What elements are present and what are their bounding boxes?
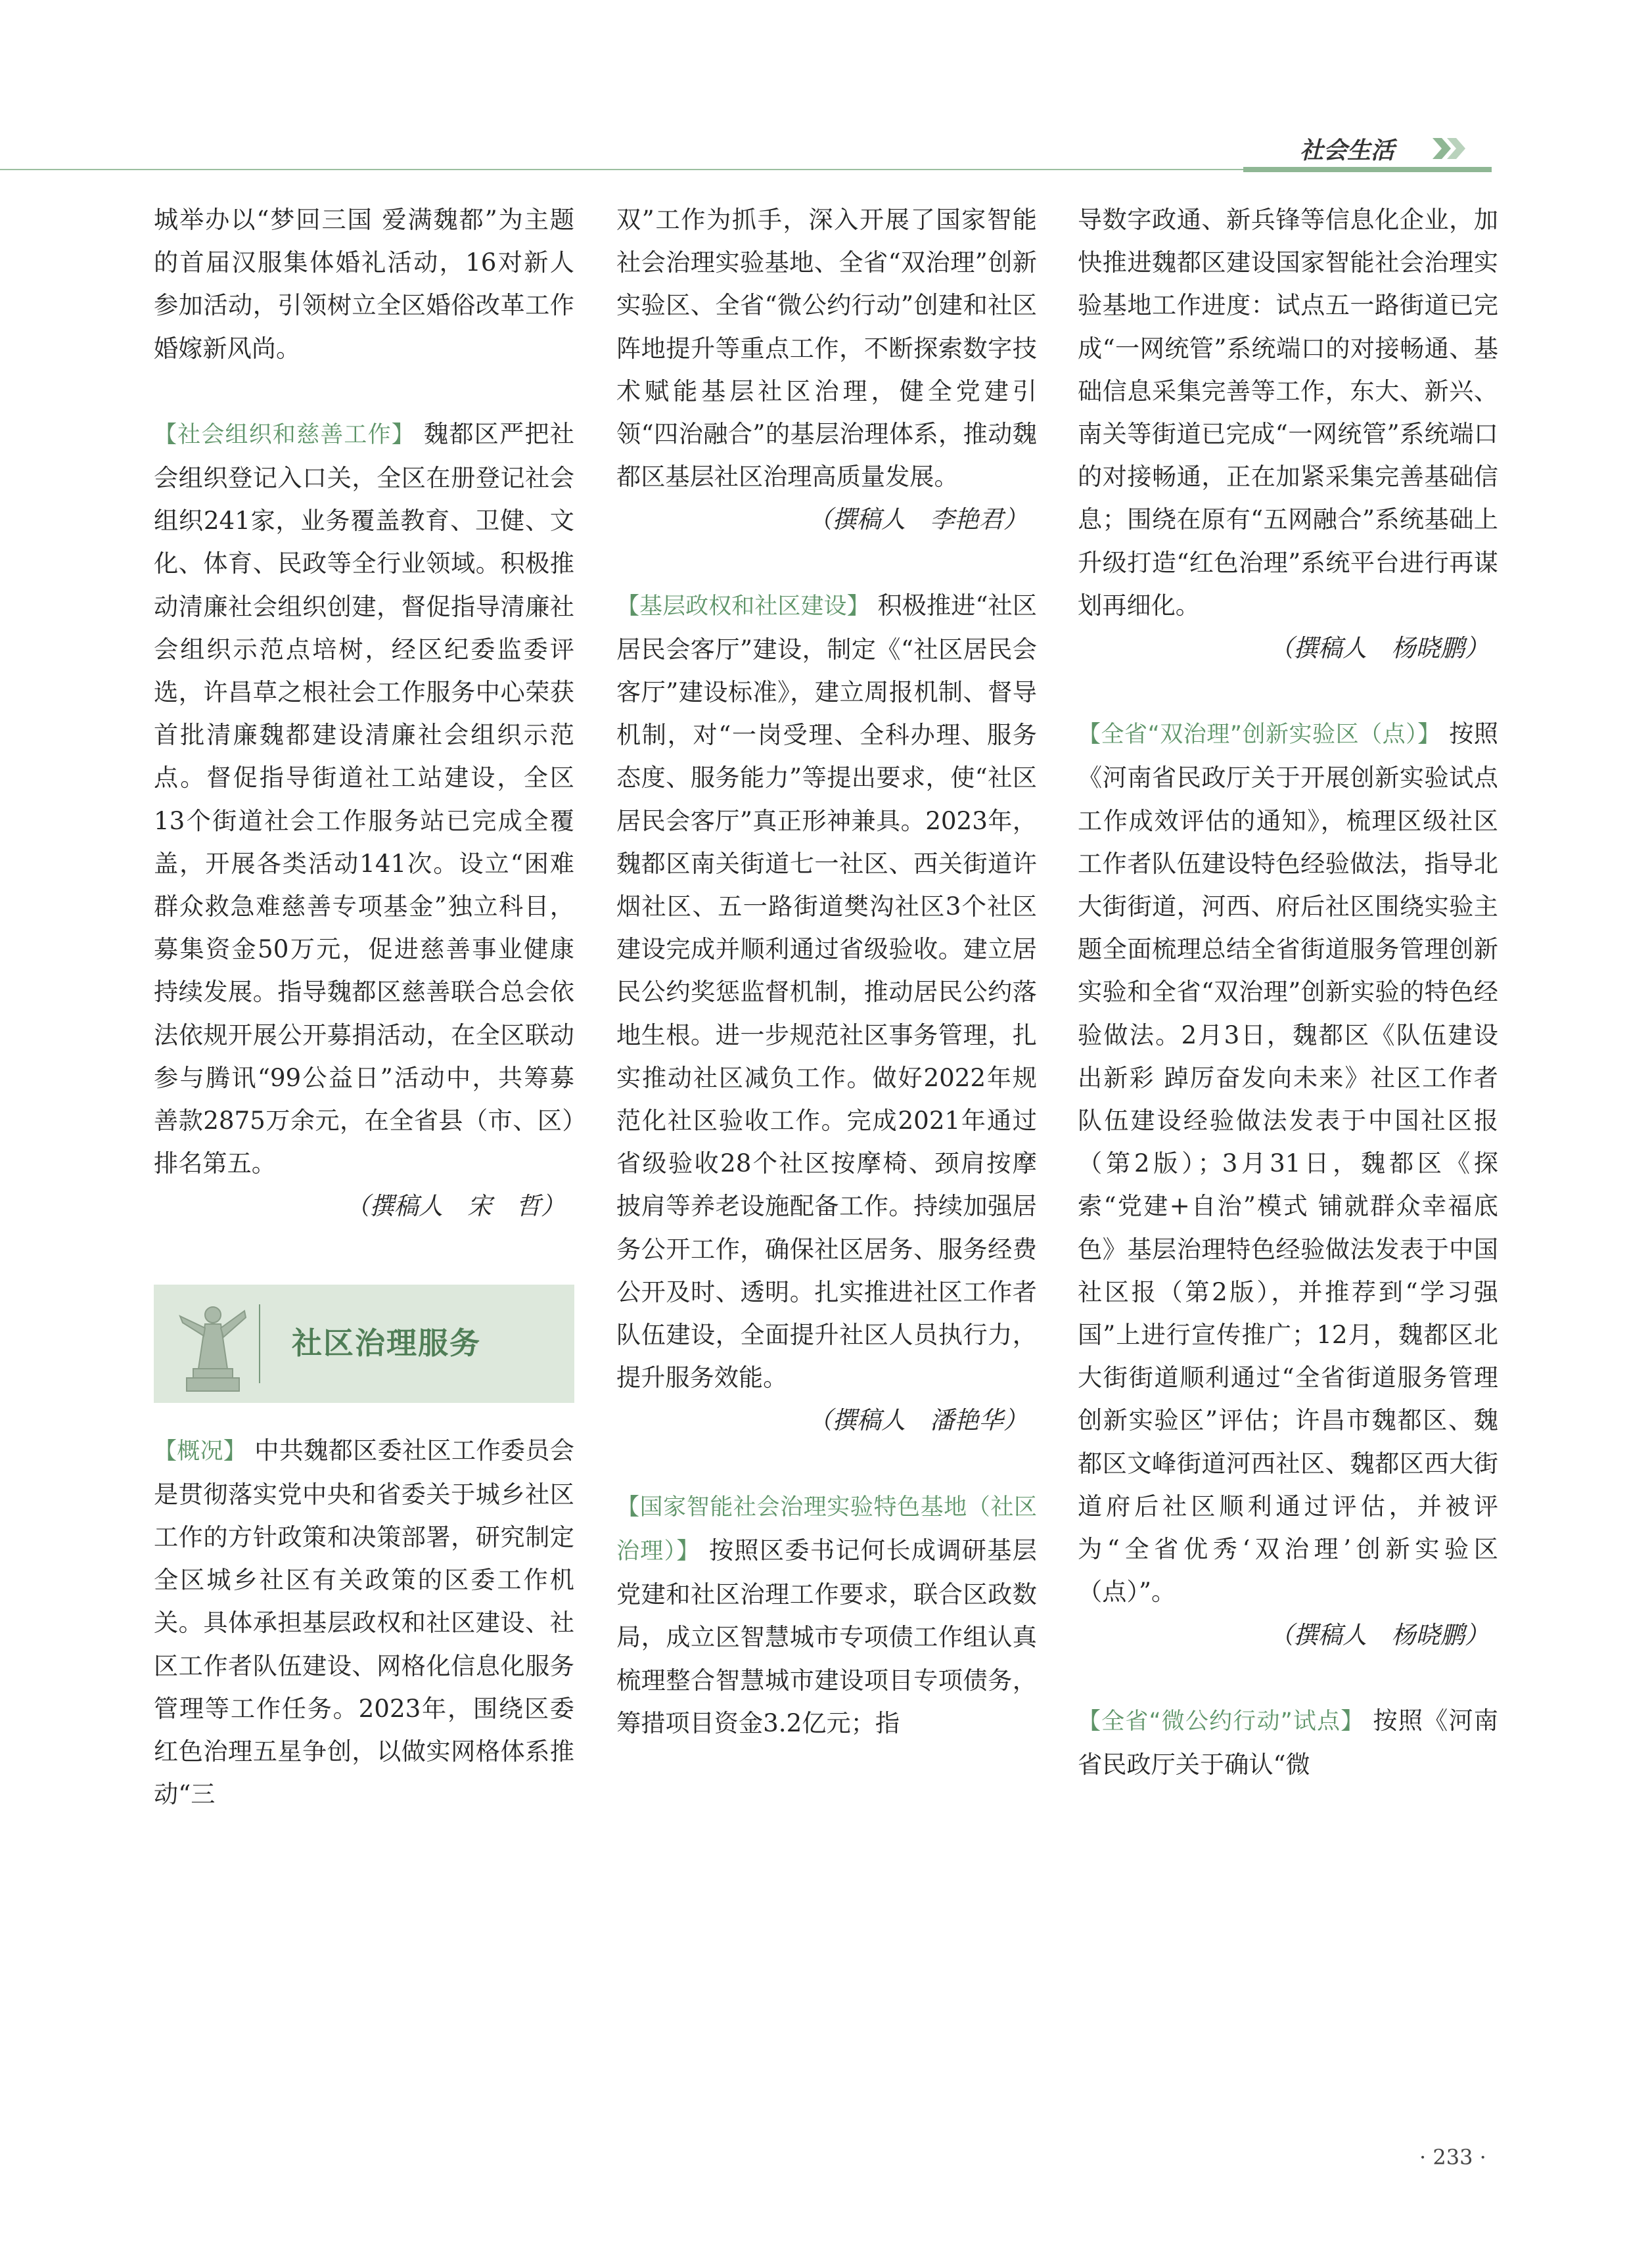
byline: （撰稿人 潘艳华） — [808, 1406, 1028, 1435]
byline: （撰稿人 宋 哲） — [345, 1191, 565, 1221]
column-1 — [154, 198, 574, 1816]
section-heading: 【基层政权和社区建设】 — [616, 593, 870, 620]
statue-icon — [167, 1296, 259, 1395]
byline: （撰稿人 李艳君） — [808, 505, 1028, 534]
paragraph — [616, 1485, 1037, 1745]
section-banner — [154, 1285, 574, 1403]
paragraph-text: 魏都区严把社会组织登记入口关，全区在册登记社会组织241家，业务覆盖教育、卫健、文化、体育、民政等全行业领域。积极推动清廉社会组织创建，督促指导清廉社会组织示范点培树，经区纪委监委评选，许昌草之根社会工作服务中心荣获首批清廉魏都建设清廉社会组织示范点。督促指导街道社工站建设，全区13个街道社会工作服务站已完成全覆盖，开展各类活动141次。设立“困难群众救急难慈善专项基金”独立科目，募集资金50万元，促进慈善事业健康持续发展。指导魏都区慈善联合总会依法依规开展公开募捐活动，在全区联动参与腾讯“99公益日”活动中，共筹募善款2875万余元，在全省县（市、区）排名第五。 — [154, 419, 574, 1178]
section-heading: 【全省“微公约行动”试点】 — [1078, 1708, 1365, 1735]
page-number: · 233 · — [1419, 2145, 1486, 2170]
byline: （撰稿人 杨晓鹏） — [1269, 633, 1489, 663]
paragraph — [1078, 712, 1498, 1613]
header-section-label: 社会生活 — [1300, 137, 1395, 164]
section-heading: 【国家智能社会治理实验特色基地（社区治理）】 — [616, 1494, 1037, 1565]
section-heading: 【概况】 — [154, 1438, 247, 1465]
section-heading: 【全省“双治理”创新实验区（点）】 — [1078, 721, 1441, 748]
paragraph: 双”工作为抓手，深入开展了国家智能社会治理实验基地、全省“双治理”创新实验区、全省“微公约行动”创建和社区阵地提升等重点工作，不断探索数字技术赋能基层社区治理，健全党建引领“四治融合”的基层治理体系，推动魏都区基层社区治理高质量发展。 — [616, 205, 1037, 492]
banner-title: 社区治理服务 — [292, 1325, 481, 1361]
paragraph-text: 按照《河南省民政厅关于开展创新实验试点工作成效评估的通知》，梳理区级社区工作者队伍建设特色经验做法，指导北大街街道，河西、府后社区围绕实验主题全面梳理总结全省街道服务管理创新实验和全省“双治理”创新实验的特色经验做法。2月3日，魏都区《队伍建设出新彩 踔厉奋发向未来》社区工作者队伍建设经验做法发表于中国社区报（第2版）；3月31日，魏都区《探索“党建+自治”模式 铺就群众幸福底色》基层治理特色经验做法发表于中国社区报（第2版），并推荐到“学习强国”上进行宣传推广；12月，魏都区北大街街道顺利通过“全省街道服务管理创新实验区”评估；许昌市魏都区、魏都区文峰街道河西社区、魏都区西大街道府后社区顺利通过评估，并被评为“全省优秀‘双治理’创新实验区（点）”。 — [1078, 719, 1498, 1607]
paragraph-text: 积极推进“社区居民会客厅”建设，制定《“社区居民会客厅”建设标准》，建立周报机制、督导机制，对“一岗受理、全科办理、服务态度、服务能力”等提出要求，使“社区居民会客厅”真正形神兼具。2023年，魏都区南关街道七一社区、西关街道许烟社区、五一路街道樊沟社区3个社区建设完成并顺利通过省级验收。建立居民公约奖惩监督机制，推动居民公约落地生根。进一步规范社区事务管理，扎实推动社区减负工作。做好2022年规范化社区验收工作。完成2021年通过省级验收28个社区按摩椅、颈肩按摩披肩等养老设施配备工作。持续加强居务公开工作，确保社区居务、服务经费公开及时、透明。扎实推进社区工作者队伍建设，全面提升社区人员执行力，提升服务效能。 — [616, 590, 1037, 1392]
chevron-right-icon — [1431, 135, 1471, 162]
paragraph — [154, 1429, 574, 1816]
paragraph: 城举办以“梦回三国 爱满魏都”为主题的首届汉服集体婚礼活动，16对新人参加活动，引领树立全区婚俗改革工作婚嫁新风尚。 — [154, 205, 574, 363]
paragraph — [154, 413, 574, 1185]
paragraph-text: 中共魏都区委社区工作委员会是贯彻落实党中央和省委关于城乡社区工作的方针政策和决策部署，研究制定全区城乡社区有关政策的区委工作机关。具体承担基层政权和社区建设、社区工作者队伍建设、网格化信息化服务管理等工作任务。2023年，围绕区委红色治理五星争创，以做实网格体系推动“三 — [154, 1435, 574, 1809]
paragraph: 导数字政通、新兵锋等信息化企业，加快推进魏都区建设国家智能社会治理实验基地工作进度：试点五一路街道已完成“一网统管”系统端口的对接畅通、基础信息采集完善等工作，东大、新兴、南关等街道已完成“一网统管”系统端口的对接畅通，正在加紧采集完善基础信息；围绕在原有“五网融合”系统基础上升级打造“红色治理”系统平台进行再谋划再细化。 — [1078, 205, 1498, 620]
section-heading: 【社会组织和慈善工作】 — [154, 421, 415, 448]
column-2 — [616, 198, 1037, 1745]
paragraph-text: 按照区委书记何长成调研基层党建和社区治理工作要求，联合区政数局，成立区智慧城市专项债工作组认真梳理整合智慧城市建设项目专项债务，筹措项目资金3.2亿元；指 — [616, 1535, 1037, 1737]
paragraph — [616, 584, 1037, 1400]
banner-divider — [259, 1304, 260, 1383]
header-rule-accent — [1243, 167, 1492, 172]
column-3 — [1078, 198, 1498, 1786]
paragraph — [1078, 1699, 1498, 1786]
byline: （撰稿人 杨晓鹏） — [1269, 1620, 1489, 1649]
paragraph-text: 按照《河南省民政厅关于确认“微 — [1078, 1705, 1498, 1779]
